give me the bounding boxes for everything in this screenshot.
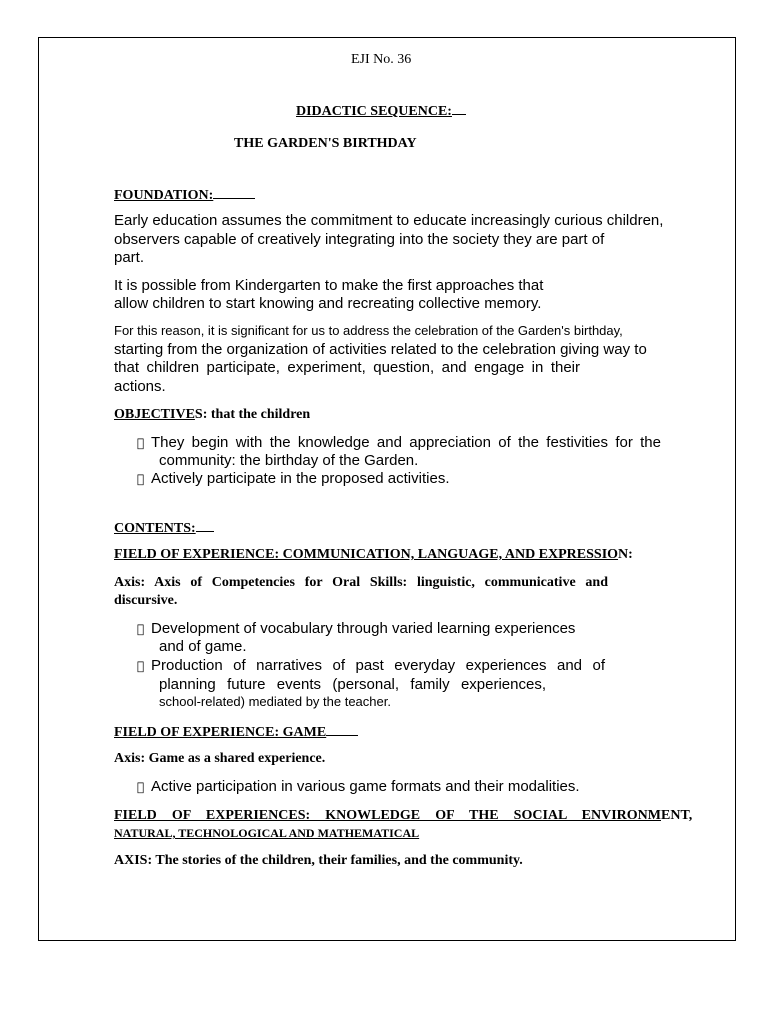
contents-heading: CONTENTS: [114, 518, 214, 538]
objective-item-continued: community: the birthday of the Garden. [159, 452, 419, 469]
content-item: Production of narratives of past everyday experiences and of [151, 657, 605, 674]
eji-number: EJI No. 36 [351, 52, 412, 67]
content-item: Active participation in various game formats and their modalities. [151, 778, 580, 795]
foundation-line: For this reason, it is significant for us to address the celebration of the Garden's birthday, [114, 323, 623, 338]
field-heading-social-environment-continued: NATURAL, TECHNOLOGICAL AND MATHEMATICAL [114, 826, 420, 840]
field-heading-communication: FIELD OF EXPERIENCE: COMMUNICATION, LANGUAGE, AND EXPRESSION: [114, 547, 633, 562]
content-item-continued: planning future events (personal, family experiences, [159, 676, 546, 693]
axis-oral-skills-continued: discursive. [114, 593, 178, 608]
content-item-continued: school-related) mediated by the teacher. [159, 694, 391, 709]
bullet-icon [137, 657, 144, 675]
foundation-line: observers capable of creatively integrating into the society they are part of [114, 231, 605, 248]
axis-stories: AXIS: The stories of the children, their families, and the community. [114, 853, 523, 868]
objective-item: Actively participate in the proposed activities. [151, 470, 450, 487]
bullet-icon [137, 778, 144, 796]
foundation-line: that children participate, experiment, question, and engage in their [114, 359, 580, 376]
axis-oral-skills: Axis: Axis of Competencies for Oral Skills: linguistic, communicative and [114, 575, 608, 590]
foundation-line: part. [114, 249, 145, 266]
field-heading-social-environment: FIELD OF EXPERIENCES: KNOWLEDGE OF THE SOCIAL ENVIRONMENT, [114, 808, 693, 823]
foundation-heading: FOUNDATION: [114, 185, 255, 205]
objectives-heading: OBJECTIVES: that the children [114, 407, 311, 422]
objective-item: They begin with the knowledge and appreciation of the festivities for the [151, 434, 661, 451]
document-page [38, 37, 736, 941]
bullet-icon [137, 470, 144, 488]
bullet-icon [137, 434, 144, 452]
foundation-line: actions. [114, 378, 166, 395]
foundation-line: It is possible from Kindergarten to make the first approaches that [114, 277, 544, 294]
content-item-continued: and of game. [159, 638, 247, 655]
foundation-line: starting from the organization of activities related to the celebration giving way to [114, 341, 647, 358]
content-item: Development of vocabulary through varied learning experiences [151, 620, 576, 637]
field-heading-game: FIELD OF EXPERIENCE: GAME [114, 722, 358, 742]
sequence-subtitle: THE GARDEN'S BIRTHDAY [234, 136, 417, 151]
foundation-line: Early education assumes the commitment to educate increasingly curious children, [114, 212, 664, 229]
foundation-line: allow children to start knowing and recreating collective memory. [114, 295, 542, 312]
sequence-title: DIDACTIC SEQUENCE: [296, 101, 466, 121]
bullet-icon [137, 620, 144, 638]
axis-game: Axis: Game as a shared experience. [114, 751, 326, 766]
